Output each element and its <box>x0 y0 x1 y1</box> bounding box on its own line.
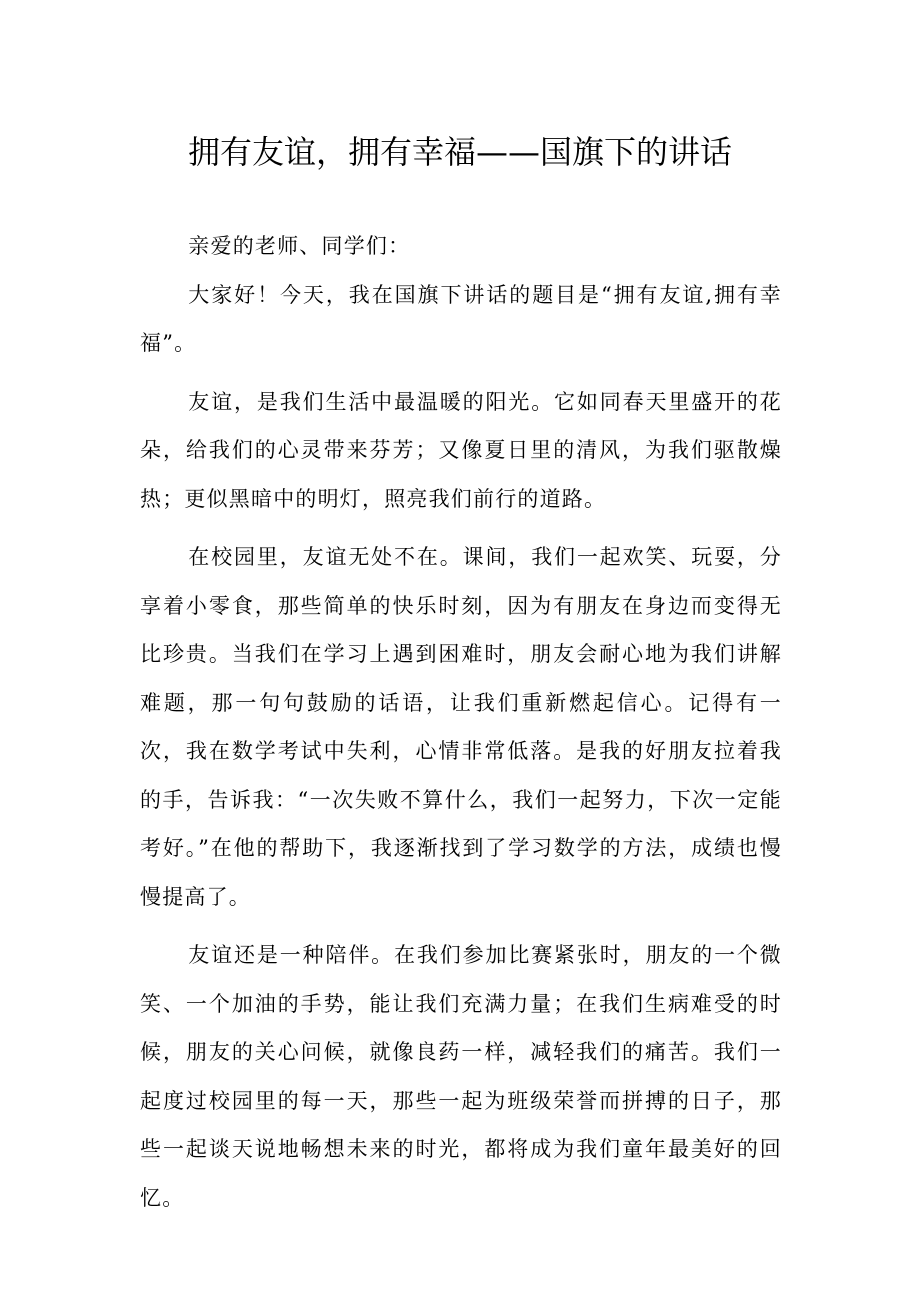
document-title: 拥有友谊，拥有幸福——国旗下的讲话 <box>187 133 732 171</box>
paragraph-companionship: 友谊还是一种陪伴。在我们参加比赛紧张时，朋友的一个微笑、一个加油的手势，能让我们充满力量；在我们生病难受的时候，朋友的关心问候，就像良药一样，减轻我们的痛苦。我们一起度过校园里的每一天，那些一起为班级荣誉而拼搏的日子，那些一起谈天说地畅想未来的时光，都将成为我们童年最美好的回忆。 <box>140 943 782 1210</box>
paragraph-greeting: 亲爱的老师、同学们： <box>188 234 411 258</box>
document-body <box>140 222 782 1232</box>
paragraph-campus-friendship: 在校园里，友谊无处不在。课间，我们一起欢笑、玩耍，分享着小零食，那些简单的快乐时刻，因为有朋友在身边而变得无比珍贵。当我们在学习上遇到困难时，朋友会耐心地为我们讲解难题，那一句句鼓励的话语，让我们重新燃起信心。记得有一次，我在数学考试中失利，心情非常低落。是我的好朋友拉着我的手，告诉我：“一次失败不算什么，我们一起努力，下次一定能考好。”在他的帮助下，我逐渐找到了学习数学的方法，成绩也慢慢提高了。 <box>140 545 782 909</box>
paragraph-friendship-sunshine: 友谊，是我们生活中最温暖的阳光。它如同春天里盛开的花朵，给我们的心灵带来芬芳；又像夏日里的清风，为我们驱散燥热；更似黑暗中的明灯，照亮我们前行的道路。 <box>140 389 782 511</box>
paragraph-opening: 大家好！今天，我在国旗下讲话的题目是“拥有友谊,拥有幸福”。 <box>140 282 782 355</box>
